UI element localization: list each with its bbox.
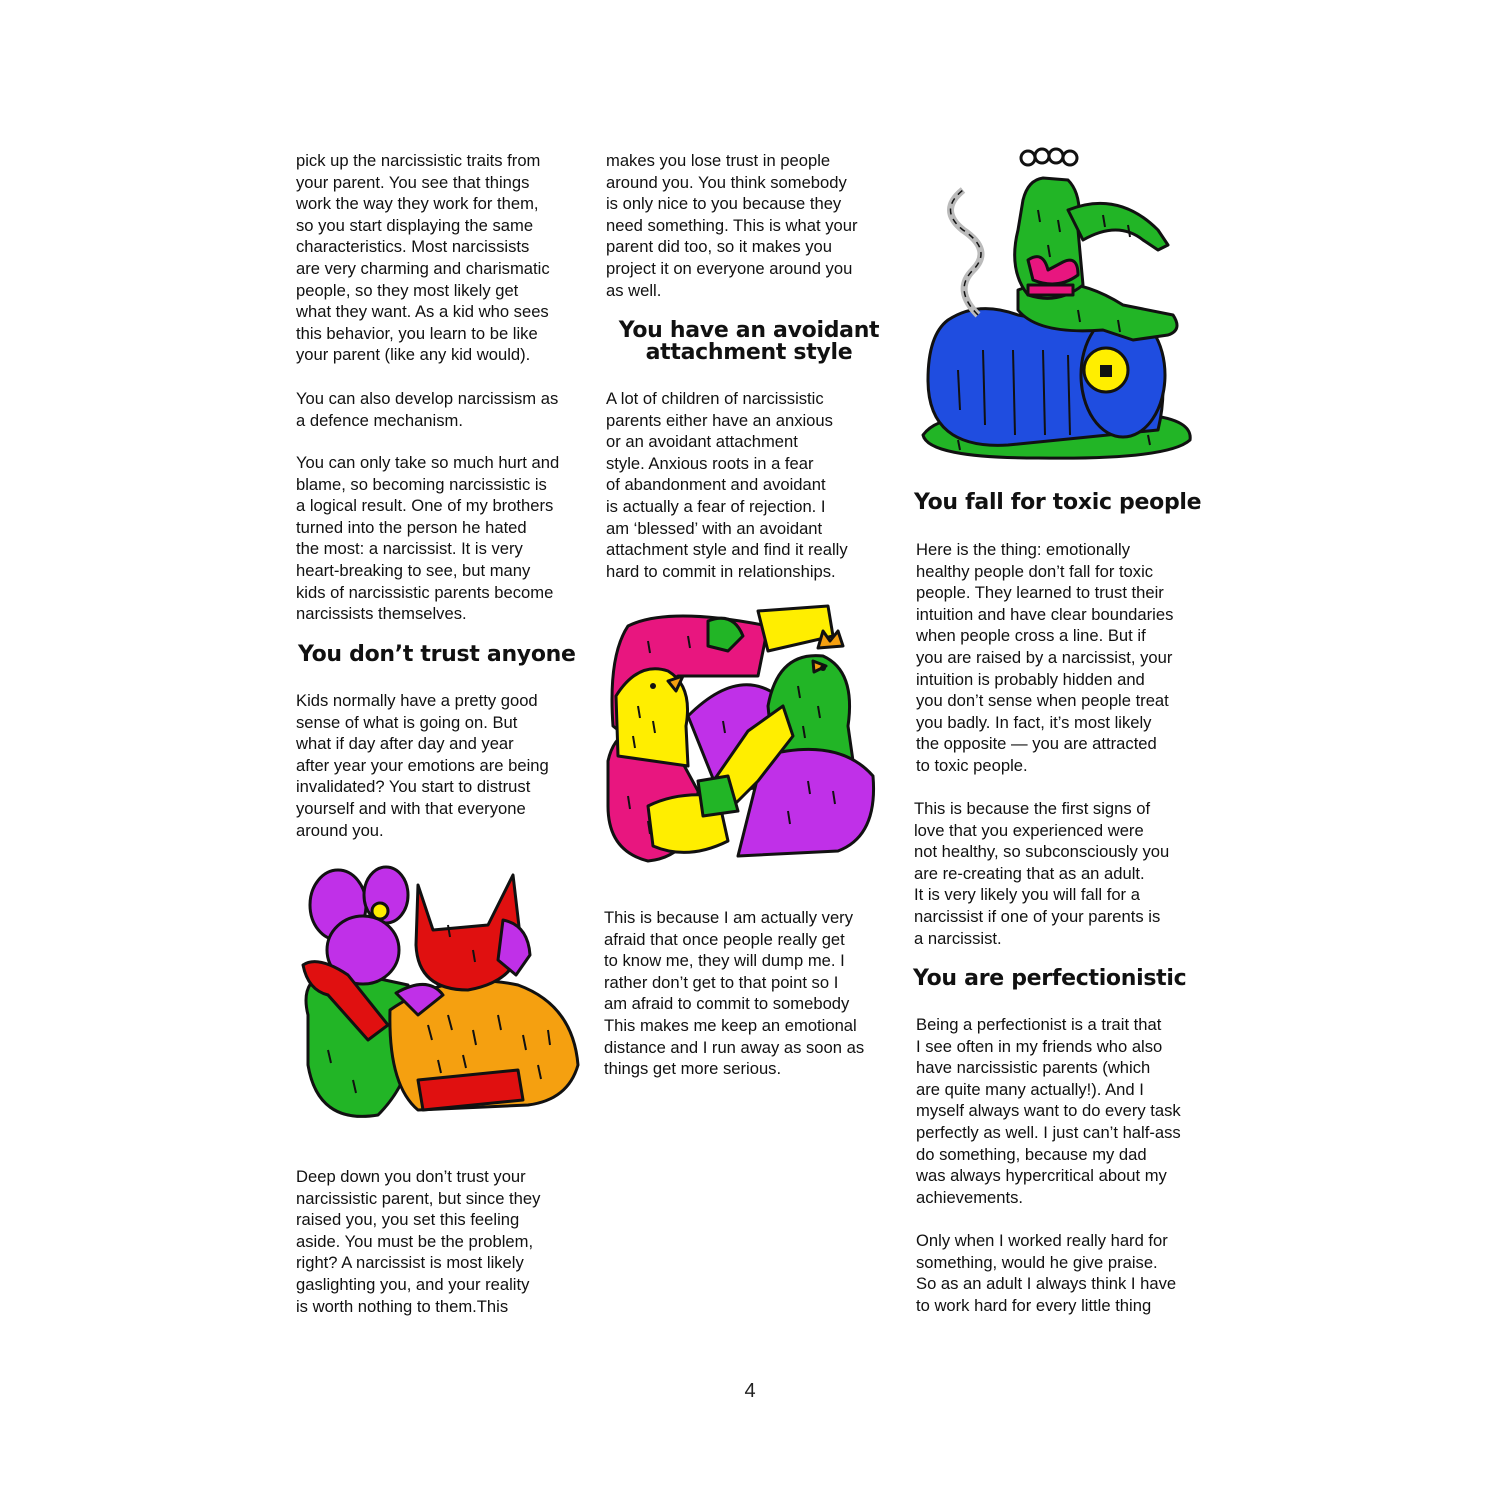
paragraph: Here is the thing: emotionally healthy people don’t fall for toxic people. They learned to trust their intuition and have clear boundaries when people cross a line. But if you are raised by a narcissist, your intuition is probably hidden and you don’t sense when people treat you badly. In fact, it’s most likely the opposite — you are attracted to toxic people. (916, 540, 1174, 775)
column-1-para2 (296, 388, 586, 431)
column-1-para5 (296, 1166, 586, 1317)
paragraph: Being a perfectionist is a trait that I see often in my friends who also have narcissistic parents (which are quite many actually!). And I myself always want to do every task perfectly as well. I just can’t half-ass do something, because my dad was always hypercritical about my achievements. (916, 1015, 1181, 1207)
column-3-para2 (914, 798, 1204, 949)
column-1-para3 (296, 452, 586, 625)
section-heading-perfectionistic (913, 968, 1213, 990)
section-heading-avoidant (604, 320, 894, 364)
birds-illustration (608, 606, 878, 876)
paragraph: This is because the first signs of love that you experienced were not healthy, so subconsciously you are re-creating that as an adult. It is very likely you will fall for a narcissist if one of your parents is a narcissist. (914, 799, 1170, 948)
section-heading: You are perfectionistic (913, 966, 1187, 991)
paragraph: A lot of children of narcissistic parents either have an anxious or an avoidant attachment style. Anxious roots in a fear of abandonment and avoidant is actually a fear of rejection. I am ‘blessed’ with an avoidant attachment style and find it really hard to commit in relationships. (606, 389, 848, 581)
paragraph: You can also develop narcissism as a defence mechanism. (296, 389, 559, 430)
column-3-para4 (916, 1230, 1206, 1316)
column-1-para4 (296, 690, 586, 841)
column-2-para3 (604, 907, 894, 1080)
section-heading: You have an avoidant attachment style (618, 318, 880, 365)
bunny-devil-illustration (298, 865, 583, 1125)
section-heading-toxic (914, 492, 1214, 514)
section-heading: You fall for toxic people (914, 490, 1202, 515)
page-number: 4 (744, 1380, 756, 1402)
barrel-creature-illustration (918, 150, 1198, 462)
paragraph: This is because I am actually very afraid that once people really get to know me, they will dump me. I rather don’t get to that point so I am afraid to commit to somebody This makes me keep an emotional distance and I run away as soon as things get more serious. (604, 908, 865, 1079)
column-3-para1 (916, 539, 1206, 777)
paragraph: makes you lose trust in people around you. You think somebody is only nice to you because they need something. This is what your parent did too, so it makes you project it on everyone around you as well. (606, 151, 858, 300)
paragraph: pick up the narcissistic traits from your parent. You see that things work the way they work for them, so you start displaying the same characteristics. Most narcissists are very charming and charismatic people, so they most likely get what they want. As a kid who sees this behavior, you learn to be like your parent (like any kid would). (296, 151, 550, 365)
column-2-para2 (606, 388, 896, 582)
paragraph: You can only take so much hurt and blame, so becoming narcissistic is a logical result. One of my brothers turned into the person he hated the most: a narcissist. It is very heart-breaking to see, but many kids of narcissistic parents become narcissists themselves. (296, 453, 560, 624)
paragraph: Kids normally have a pretty good sense of what is going on. But what if day after day and year after year your emotions are being invalidated? You start to distrust yourself and with that everyone around you. (296, 691, 549, 840)
column-2-para1 (606, 150, 896, 301)
section-heading: You don’t trust anyone (298, 642, 576, 667)
paragraph: Deep down you don’t trust your narcissistic parent, but since they raised you, you set this feeling aside. You must be the problem, right? A narcissist is most likely gaslighting you, and your reality is worth nothing to them.This (296, 1167, 541, 1316)
paragraph: Only when I worked really hard for something, would he give praise. So as an adult I always think I have to work hard for every little thing (916, 1231, 1177, 1315)
column-1 (296, 150, 586, 366)
column-3-para3 (916, 1014, 1206, 1208)
section-heading-trust (298, 644, 588, 666)
